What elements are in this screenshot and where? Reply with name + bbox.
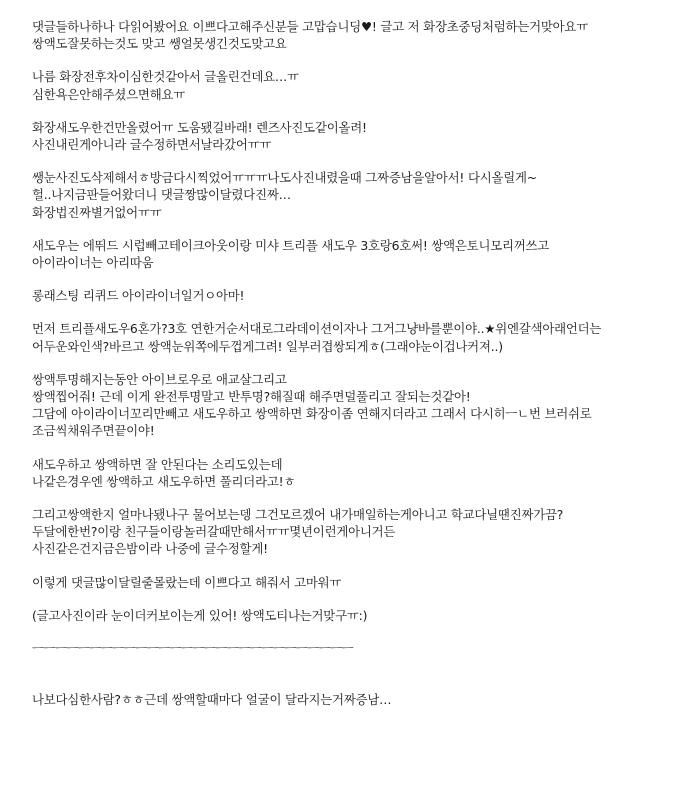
text-line: 조금씩채워주면끝이야! [32, 423, 155, 439]
text-line: 화장새도우한건만올렸어ㅠ 도움됐길바래! 렌즈사진도같이올려! [32, 119, 367, 135]
text-line: 쌍액투명해지는동안 아이브로우로 애교살그리고 [32, 371, 287, 387]
spacer [32, 673, 682, 691]
text-line: 쌍액찝어줘! 근데 이게 완전투명말고 반투명?해질때 해주면덜풀리고 잘되는것같아! [32, 389, 471, 405]
document-body [32, 18, 682, 724]
text-line: 먼저 트리플새도우6혼가?3호 연한거순서대로그라데이션이자나 그거그냥바를뿐이야..★위엔갈색아래언더는 [32, 321, 602, 337]
paragraph-shadow-photo [32, 119, 682, 153]
text-line: 사진같은건지금은밤이라 나중에 글수정할게! [32, 541, 268, 557]
paragraph-eyeliner [32, 287, 682, 304]
text-line: 아이라이너는 아리따움 [32, 255, 154, 271]
text-line: 사진내린게아니라 글수정하면서날라갔어ㅠㅠ [32, 137, 272, 153]
text-line: 새도우는 에뛰드 시럽빼고테이크아웃이랑 미샤 트리플 새도우 3호랑6호써! 쌍액은토니모리꺼쓰고 [32, 237, 550, 253]
paragraph-frequency [32, 506, 682, 558]
paragraph-order [32, 456, 682, 490]
text-line: 쌩눈사진도삭제해서ㅎ방금다시찍었어ㅠㅠㅠ나도사진내렸을때 그짜증남을알아서! 다시올릴게~ [32, 170, 537, 186]
text-line: (글고사진이라 눈이더커보이는게 있어! 쌍액도티나는거맞구ㅠ:) [32, 607, 368, 623]
paragraph-step-eyelid [32, 371, 682, 440]
text-line: 화장법진짜별거없어ㅠㅠ [32, 204, 162, 220]
text-line: 쌍액도잘못하는것도 맞고 쌩얼못생긴것도맞고요 [32, 36, 287, 52]
text-line: 어두운와인색?바르고 쌍액눈위쪽에두껍게그려! 일부러겹쌍되게ㅎ(그래야눈이겁나커져..) [32, 338, 503, 354]
paragraph-closing [32, 691, 682, 708]
text-line: 그리고쌍액한지 얼마나됐나구 물어보는뎅 그건모르겠어 내가매일하는게아니고 학교다닐땐진짜가끔? [32, 507, 564, 523]
paragraph-gratitude [32, 574, 682, 591]
paragraph-thanks [32, 18, 682, 52]
text-line: 이렇게 댓글많이달릴줄몰랐는데 이쁘다고 해줘서 고마워ㅠ [32, 574, 342, 590]
text-line: 롱래스팅 리퀴드 아이라이너일거ㅇ아마! [32, 288, 245, 304]
paragraph-bare-eye-photo [32, 169, 682, 221]
text-line: 나보다심한사람?ㅎㅎ근데 쌍액할때마다 얼굴이 달라지는거짜증남… [32, 692, 392, 708]
text-line: 그담에 아이라이너꼬리만빼고 새도우하고 쌍액하면 화장이좀 연해지더라고 그래서 다시히ㅡㄴ번 브러쉬로 [32, 406, 592, 422]
paragraph-request [32, 68, 682, 102]
text-line: 나같은경우엔 쌍액하고 새도우하면 풀리더라고!ㅎ [32, 473, 296, 489]
paragraph-step-shadow [32, 320, 682, 354]
paragraph-products [32, 237, 682, 271]
text-line: 헐..나지금판들어왔더니 댓글짱많이달렸다진짜… [32, 187, 291, 203]
text-line: 댓글들하나하나 다읽어봤어요 이쁘다고해주신분들 고맙습니딩♥! 글고 저 화장초중딩처럼하는거맞아요ㅠ [32, 19, 588, 34]
text-line: 나름 화장전후차이심한것같아서 글올린건데요…ㅠ [32, 69, 299, 85]
text-line: 두달에한번?이랑 친구들이랑놀러갈때만해서ㅠㅠ몇년이런게아니거든 [32, 524, 396, 540]
paragraph-note [32, 607, 682, 624]
text-divider: ㅡㅡㅡㅡㅡㅡㅡㅡㅡㅡㅡㅡㅡㅡㅡㅡㅡㅡㅡㅡㅡㅡㅡㅡㅡㅡㅡㅡ [32, 641, 354, 657]
text-line: 심한욕은안해주셨으면해요ㅠ [32, 86, 186, 102]
text-line: 새도우하고 쌍액하면 잘 안된다는 소리도있는데 [32, 456, 283, 472]
